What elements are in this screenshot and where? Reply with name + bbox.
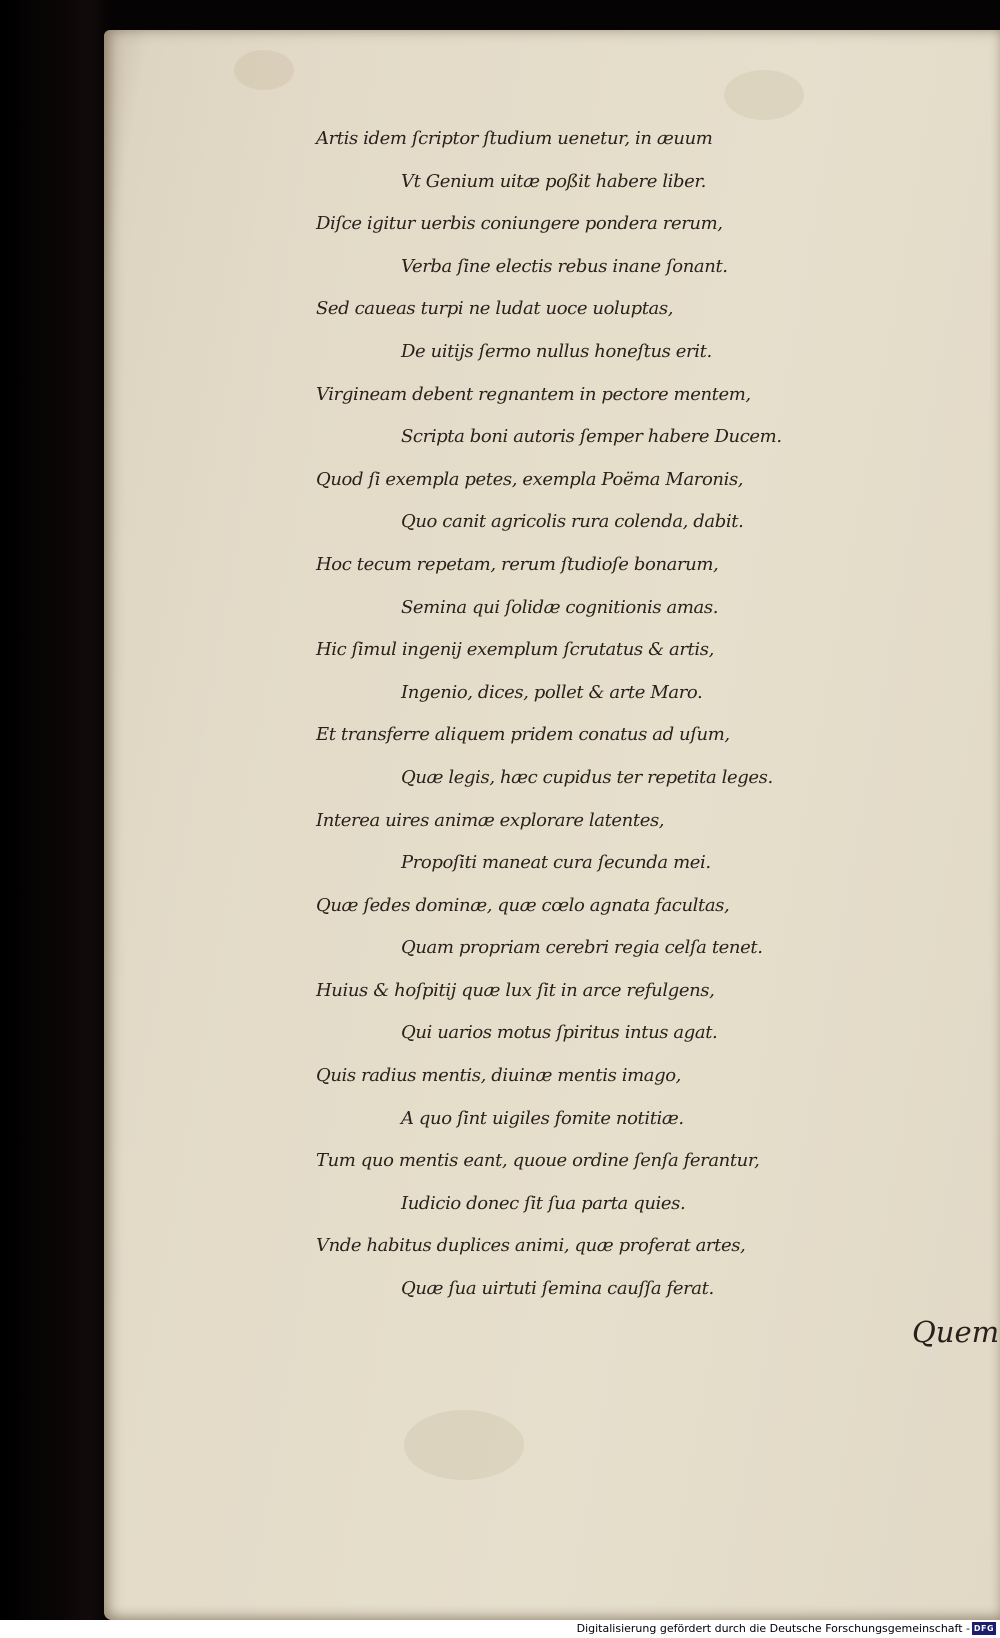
paper-stain [234,50,294,90]
verse-line: Iudicio donec ſit ſua parta quies. [401,1192,686,1214]
verse-line: De uitijs ſermo nullus honeſtus erit. [401,340,712,362]
verse-line: Scripta boni autoris ſemper habere Ducem. [401,426,782,448]
verse-line: Hoc tecum repetam, rerum ſtudioſe bonarum, [316,553,719,575]
verse-line: Verba ſine electis rebus inane ſonant. [401,255,728,277]
verse-line: Et transferre aliquem pridem conatus ad uſum, [316,724,730,746]
dfg-logo: DFG [973,1624,995,1633]
verse-line: Quæ ſedes dominæ, quæ cœlo agnata facultas, [316,894,730,916]
verse-line: Interea uires animæ explorare latentes, [316,809,665,831]
verse-line: Qui uarios motus ſpiritus intus agat. [401,1022,718,1044]
verse-line: A quo ſint uigiles fomite notitiæ. [401,1107,684,1129]
verse-line: Quis radius mentis, diuinæ mentis imago, [316,1065,681,1087]
digitization-credit: Digitalisierung gefördert durch die Deutsche Forschungsgemeinschaft - [576,1622,970,1635]
paper-stain [724,70,804,120]
verse-line: Hic ſimul ingenij exemplum ſcrutatus & artis, [316,639,714,661]
verse-line: Vt Genium uitæ poßit habere liber. [401,170,706,192]
verse-line: Quam propriam cerebri regia celſa tenet. [401,937,763,959]
verse-line: Quæ ſua uirtuti ſemina cauſſa ferat. [401,1278,714,1300]
verse-line: Virgineam debent regnantem in pectore mentem, [316,383,751,405]
verse-line: Diſce igitur uerbis coniungere pondera rerum, [316,213,723,235]
verse-line: Artis idem ſcriptor ſtudium uenetur, in æuum [316,128,713,149]
verse-line: Quod ſi exempla petes, exempla Poëma Maronis, [316,468,744,490]
verse-line: Huius & hoſpitij quæ lux ſit in arce refulgens, [316,979,715,1001]
catchword: Quem [912,1315,1000,1349]
verse-line: Propoſiti maneat cura ſecunda mei. [401,852,711,874]
verse-line: Ingenio, dices, pollet & arte Maro. [401,681,703,703]
verse-line: Tum quo mentis eant, quoue ordine ſenſa ferantur, [316,1150,760,1172]
paper-stain [404,1410,524,1480]
verse-line: Quo canit agricolis rura colenda, dabit. [401,511,744,533]
verse-line: Quæ legis, hæc cupidus ter repetita leges. [401,766,773,788]
verse-line: Sed caueas turpi ne ludat uoce uoluptas, [316,298,674,320]
verse-line: Vnde habitus duplices animi, quæ proferat artes, [316,1235,746,1257]
poem-text [316,118,1000,1311]
verse-line: Semina qui ſolidæ cognitionis amas. [401,596,719,618]
